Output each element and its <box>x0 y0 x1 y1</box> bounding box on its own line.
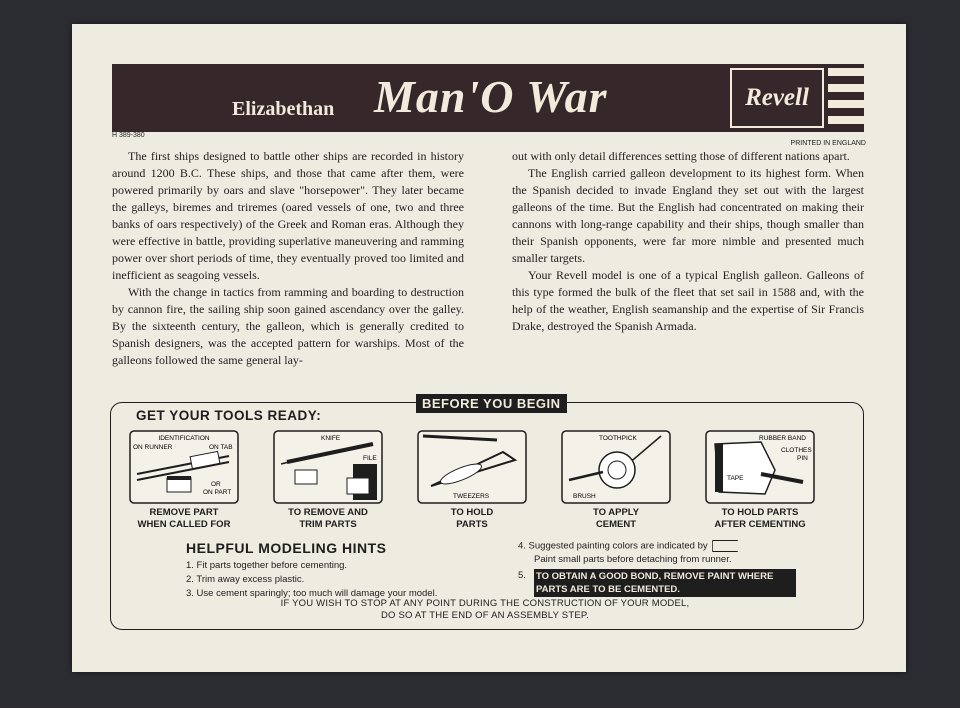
callout-label: TAPE <box>727 475 744 482</box>
caption-line: TO HOLD <box>450 507 494 518</box>
paragraph: With the change in tactics from ramming and boarding to destruction by cannon fire, the sailing ship soon gained ascendancy over the galley. By the sixteenth century, the galleon, which is generally credited to Spanish designers, was the accepted pattern for warships. Most of the galleons followed the same general lay- <box>112 285 464 367</box>
brand-name: Revell <box>745 84 809 111</box>
kit-code: H 389-380 <box>112 132 145 139</box>
callout-label: RUBBER BAND <box>759 435 806 442</box>
callout-label: BRUSH <box>573 493 596 500</box>
paragraph: out with only detail differences setting those of different nations apart. <box>512 149 850 163</box>
callout-label: ON RUNNER <box>133 444 173 451</box>
paragraph: Your Revell model is one of a typical English galleon. Galleons of this type formed the bulk of the fleet that set sail in 1588 and, with the help of the weather, English seamanship and the expertise of Sir Francis Drake, destroyed the Spanish Armada. <box>512 268 864 333</box>
subtitle: Elizabethan <box>232 98 335 120</box>
cement-illustration <box>561 430 671 504</box>
printed-in: PRINTED IN ENGLAND <box>790 140 866 147</box>
callout-label: ON TAB <box>209 444 233 451</box>
callout-label: ON PART <box>203 489 232 496</box>
revell-logo <box>730 68 824 128</box>
instruction-sheet <box>72 24 906 672</box>
hint-item-5: TO OBTAIN A GOOD BOND, REMOVE PAINT WHERE PARTS ARE TO BE CEMENTED. <box>534 569 796 597</box>
footer-note <box>182 598 788 622</box>
hint-number: 5. <box>518 570 526 581</box>
caption-line: PARTS <box>456 519 488 530</box>
tool-knife-file <box>254 430 402 531</box>
paragraph: The first ships designed to battle other ships are recorded in history around 1200 B.C. These ships, and those that came after them, were powered primarily by oars and slave "horsepower". They later became the galleys, biremes and triremes (oared vessels of one, two and three banks of oars respectively) of the Greek and Roman eras. Although they were effective in battle, providing superlative maneuvering and ramming power over short periods of time, they eventually proved too limited and inefficient as seagoing vessels. <box>112 149 464 282</box>
runner-illustration <box>129 430 239 504</box>
callout-label: TOOTHPICK <box>599 435 637 442</box>
caption-line: TO HOLD PARTS <box>721 507 799 518</box>
tool-caption <box>110 507 258 531</box>
knife-file-illustration <box>273 430 383 504</box>
hint-item: 3. Use cement sparingly; too much will damage your model. <box>186 588 438 599</box>
hints-heading: HELPFUL MODELING HINTS <box>186 540 387 556</box>
caption-line: CEMENT <box>595 519 637 530</box>
tool-clamp <box>686 430 834 531</box>
logo-stripes <box>828 68 864 128</box>
callout-label: IDENTIFICATION <box>158 435 210 442</box>
tool-tweezers <box>398 430 546 531</box>
page-title: Man'O War <box>374 71 608 122</box>
callout-label: OR <box>211 481 221 488</box>
tweezers-illustration <box>417 430 527 504</box>
callout-label: TWEEZERS <box>453 493 490 500</box>
article-right-column <box>512 148 864 335</box>
title-banner <box>112 64 864 132</box>
callout-label: FILE <box>363 455 377 462</box>
tool-remove-part <box>110 430 258 531</box>
callout-label: PIN <box>797 455 808 462</box>
caption-line: TO APPLY <box>592 507 640 518</box>
caption-line: REMOVE PART <box>149 507 219 518</box>
hint-item: 2. Trim away excess plastic. <box>186 574 305 585</box>
tool-caption <box>686 507 834 531</box>
clamp-illustration <box>705 430 815 504</box>
caption-line: TRIM PARTS <box>299 519 357 530</box>
caption-line: WHEN CALLED FOR <box>137 519 231 530</box>
footer-line: DO SO AT THE END OF AN ASSEMBLY STEP. <box>380 610 590 621</box>
tool-cement <box>542 430 690 531</box>
tool-caption <box>398 507 546 531</box>
article-left-column <box>112 148 464 369</box>
tool-caption <box>542 507 690 531</box>
tools-heading: GET YOUR TOOLS READY: <box>136 408 322 423</box>
callout-label: CLOTHES <box>781 447 812 454</box>
caption-line: TO REMOVE AND <box>288 507 368 518</box>
hint-text: 4. Suggested painting colors are indicated by <box>518 540 708 552</box>
tool-caption <box>254 507 402 531</box>
callout-label: KNIFE <box>321 435 341 442</box>
hint-item-4-line-2: Paint small parts before detaching from runner. <box>534 554 732 565</box>
before-you-begin-label: BEFORE YOU BEGIN <box>416 394 567 413</box>
hint-item-4 <box>518 540 738 552</box>
color-indicator-icon <box>712 540 738 552</box>
paragraph: The English carried galleon development to its highest form. When the Spanish decided to invade England they set out with the largest galleons of the time. But the English had concentrated on making their cannons with long-range capability and their ships, though smaller than their Spanish opponents, were far more nimble and presented much smaller targets. <box>512 166 864 265</box>
hint-item: 1. Fit parts together before cementing. <box>186 560 348 571</box>
footer-line: IF YOU WISH TO STOP AT ANY POINT DURING THE CONSTRUCTION OF YOUR MODEL, <box>280 598 690 609</box>
caption-line: AFTER CEMENTING <box>714 519 806 530</box>
